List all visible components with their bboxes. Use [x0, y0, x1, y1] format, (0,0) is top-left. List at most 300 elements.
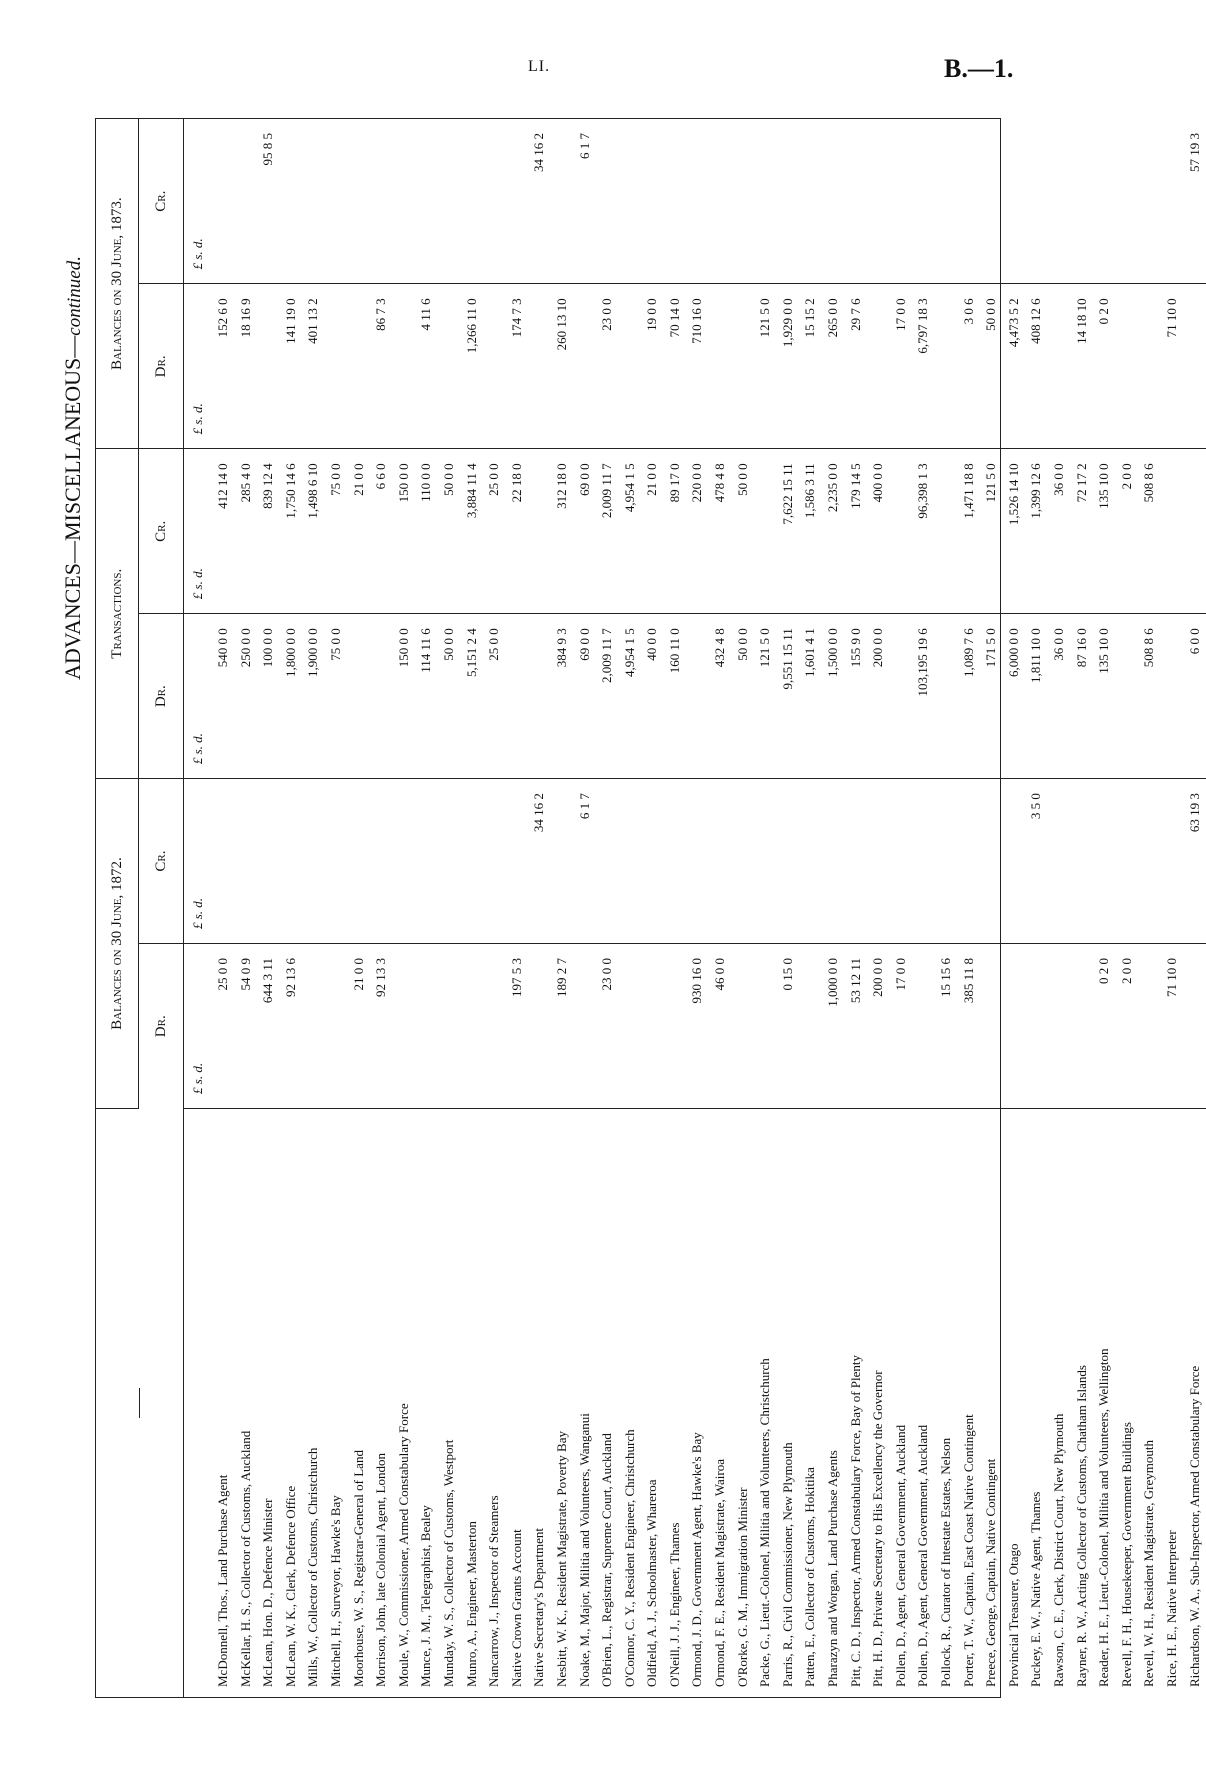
amount-b73cr: [754, 119, 777, 284]
table-row: [1071, 119, 1094, 1697]
amount-b73dr: [257, 284, 280, 449]
amount-b72dr: 54 0 9: [235, 944, 258, 1109]
amount-b73cr: [890, 119, 913, 284]
amount-trcr: 89 17 0: [664, 449, 687, 614]
amount-b73dr: [867, 284, 890, 449]
table-row: [1161, 119, 1184, 1697]
amount-trcr: [890, 449, 913, 614]
amount-trdr: 384 9 3: [551, 614, 574, 779]
amount-trdr: 1,500 0 0: [822, 614, 845, 779]
amount-trdr: 114 11 6: [415, 614, 438, 779]
amount-b73dr: [732, 284, 755, 449]
amount-b73cr: [777, 119, 800, 284]
amount-b73cr: [641, 119, 664, 284]
amount-b72cr: [709, 779, 732, 944]
amount-b73dr: 70 14 0: [664, 284, 687, 449]
amount-b72dr: 385 11 8: [958, 944, 981, 1109]
entry-name: Oldfield, A. J., Schoolmaster, Whareroa: [644, 1479, 660, 1687]
amount-b72cr: [415, 779, 438, 944]
amount-b73dr: 29 7 6: [845, 284, 868, 449]
table-row: [506, 119, 529, 1697]
amount-b72dr: [754, 944, 777, 1109]
amount-trcr: [1184, 449, 1206, 614]
amount-b72dr: 200 0 0: [867, 944, 890, 1109]
amount-b73dr: 710 16 0: [686, 284, 709, 449]
amount-trcr: 36 0 0: [1048, 449, 1071, 614]
amount-b73cr: 57 19 3: [1184, 119, 1206, 284]
amount-b73dr: 1,266 11 0: [461, 284, 484, 449]
amount-b72cr: [461, 779, 484, 944]
amount-trcr: 135 10 0: [1093, 449, 1116, 614]
table-row: [709, 119, 732, 1697]
amount-trcr: 1,471 18 8: [958, 449, 981, 614]
entry-name: Pollock, R., Curator of Intestate Estates, Nelson: [938, 1437, 953, 1687]
amount-b72cr: [1161, 779, 1184, 944]
amount-b72cr: [641, 779, 664, 944]
ledger-body: [212, 119, 1206, 1697]
amount-trcr: 22 18 0: [506, 449, 529, 614]
amount-b72dr: [732, 944, 755, 1109]
amount-b73cr: [1161, 119, 1184, 284]
amount-trcr: 75 0 0: [325, 449, 348, 614]
entry-name: Pollen, D., Agent, General Government, Auckland: [915, 1424, 931, 1687]
table-row: [867, 119, 890, 1697]
amount-trcr: 508 8 6: [1138, 449, 1161, 614]
amount-trdr: 36 0 0: [1048, 614, 1071, 779]
entry-name: Patten, E., Collector of Customs, Hokitika: [802, 1467, 818, 1687]
amount-b73dr: 260 13 10: [551, 284, 574, 449]
amount-b73dr: [438, 284, 461, 449]
amount-trdr: [1161, 614, 1184, 779]
units-b73-cr: £ s. d.: [184, 119, 213, 284]
table-row: [1048, 119, 1071, 1697]
entry-name: Puckey, E. W., Native Agent, Thames: [1028, 1491, 1044, 1687]
entry-name: Preece, George, Captain, Native Contingent: [983, 1458, 999, 1687]
amount-b72cr: [483, 779, 506, 944]
amount-trcr: 1,399 12 6: [1025, 449, 1048, 614]
amount-b72cr: 3 5 0: [1025, 779, 1048, 944]
amount-b73dr: [1116, 284, 1139, 449]
entry-name: Morrison, John, late Colonial Agent, London: [373, 1453, 389, 1687]
amount-trdr: 103,195 19 6: [912, 614, 935, 779]
amount-b72cr: [257, 779, 280, 944]
table-row: [393, 119, 416, 1697]
amount-b72dr: 0 2 0: [1093, 944, 1116, 1109]
amount-b73dr: 6,797 18 3: [912, 284, 935, 449]
table-row: [370, 119, 393, 1697]
amount-b72dr: 0 15 0: [777, 944, 800, 1109]
amount-b72dr: 53 12 11: [845, 944, 868, 1109]
amount-b72dr: [1184, 944, 1206, 1109]
amount-b73cr: [302, 119, 325, 284]
amount-b72cr: [551, 779, 574, 944]
amount-trdr: 50 0 0: [732, 614, 755, 779]
amount-trcr: 110 0 0: [415, 449, 438, 614]
amount-b72cr: [438, 779, 461, 944]
amount-b72dr: 92 13 3: [370, 944, 393, 1109]
amount-b73cr: [325, 119, 348, 284]
amount-trcr: 285 4 0: [235, 449, 258, 614]
amount-trdr: 4,954 1 5: [619, 614, 642, 779]
amount-trcr: 412 14 0: [212, 449, 235, 614]
amount-trdr: 75 0 0: [325, 614, 348, 779]
entry-name: Nancarrow, J., Inspector of Steamers: [486, 1495, 502, 1687]
amount-b72cr: [799, 779, 822, 944]
amount-trdr: 25 0 0: [483, 614, 506, 779]
amount-b72dr: [1138, 944, 1161, 1109]
amount-b73dr: 19 0 0: [641, 284, 664, 449]
amount-b73cr: [415, 119, 438, 284]
amount-b73cr: [212, 119, 235, 284]
amount-b72cr: 34 16 2: [528, 779, 551, 944]
units-tr-dr: £ s. d.: [184, 614, 213, 779]
amount-trcr: 4,954 1 5: [619, 449, 642, 614]
amount-trdr: 100 0 0: [257, 614, 280, 779]
entry-name: Reader, H. E., Lieut.-Colonel, Militia and Volunteers, Wellington: [1096, 1348, 1112, 1687]
table-row: [1003, 119, 1026, 1697]
amount-b72cr: [235, 779, 258, 944]
entry-name: O'Neill, J. J., Engineer, Thames: [666, 1522, 682, 1687]
amount-b73cr: 34 16 2: [528, 119, 551, 284]
amount-b72dr: [528, 944, 551, 1109]
amount-trcr: 6 6 0: [370, 449, 393, 614]
table-row: [235, 119, 258, 1697]
document-code: B.—1.: [944, 54, 1014, 83]
entry-name: Munday, W. S., Collector of Customs, Westport: [440, 1439, 456, 1687]
amount-b73cr: [1093, 119, 1116, 284]
amount-trdr: 1,800 0 0: [280, 614, 303, 779]
amount-b72dr: [1048, 944, 1071, 1109]
amount-b72cr: [506, 779, 529, 944]
entry-name: Ormond, J. D., Government Agent, Hawke's Bay: [689, 1432, 705, 1687]
amount-trdr: 135 10 0: [1093, 614, 1116, 779]
amount-b72cr: 6 1 7: [574, 779, 597, 944]
entry-name: Packe, G., Lieut.-Colonel, Militia and Volunteers, Christchurch: [757, 1358, 773, 1687]
table-row: [890, 119, 913, 1697]
amount-trcr: 220 0 0: [686, 449, 709, 614]
table-row: [935, 119, 958, 1697]
amount-trdr: 508 8 6: [1138, 614, 1161, 779]
amount-b72cr: [845, 779, 868, 944]
amount-trcr: 839 12 4: [257, 449, 280, 614]
amount-b72dr: 1,000 0 0: [822, 944, 845, 1109]
entry-name: Pitt, H. D., Private Secretary to His Excellency the Governor: [870, 1370, 886, 1687]
table-row: [822, 119, 845, 1697]
amount-b73dr: 3 0 6: [958, 284, 981, 449]
amount-b73dr: [528, 284, 551, 449]
amount-b72dr: 189 2 7: [551, 944, 574, 1109]
table-row: [302, 119, 325, 1697]
ledger-table-frame: [95, 118, 1202, 1698]
amount-b73cr: [1071, 119, 1094, 284]
amount-b72dr: 17 0 0: [890, 944, 913, 1109]
amount-b73cr: [551, 119, 574, 284]
amount-trdr: 121 5 0: [754, 614, 777, 779]
amount-trcr: 121 5 0: [980, 449, 1003, 614]
amount-b73cr: [393, 119, 416, 284]
amount-b72cr: [280, 779, 303, 944]
amount-trcr: 1,498 6 10: [302, 449, 325, 614]
amount-b73cr: [912, 119, 935, 284]
amount-trcr: 1,586 3 11: [799, 449, 822, 614]
amount-trdr: 200 0 0: [867, 614, 890, 779]
table-row: [325, 119, 348, 1697]
page-number: LI.: [528, 58, 551, 75]
amount-b73cr: [935, 119, 958, 284]
table-title-continued: continued.: [64, 256, 85, 336]
amount-b72cr: [912, 779, 935, 944]
amount-b72dr: [574, 944, 597, 1109]
header-group-row: [96, 119, 139, 1697]
amount-b72cr: [1048, 779, 1071, 944]
amount-trcr: 3,884 11 4: [461, 449, 484, 614]
table-row: [641, 119, 664, 1697]
amount-b72dr: 21 0 0: [348, 944, 371, 1109]
amount-b72cr: [393, 779, 416, 944]
amount-b73cr: [980, 119, 1003, 284]
entry-name: Porter, T. W., Captain, East Coast Native Contingent: [960, 1414, 976, 1687]
table-row: [732, 119, 755, 1697]
amount-b73dr: 14 18 10: [1071, 284, 1094, 449]
amount-trdr: [1116, 614, 1139, 779]
amount-b72dr: 930 16 0: [686, 944, 709, 1109]
amount-b72cr: [686, 779, 709, 944]
amount-trdr: 50 0 0: [438, 614, 461, 779]
amount-b73cr: [461, 119, 484, 284]
amount-b73dr: 17 0 0: [890, 284, 913, 449]
entry-name: Parris, R., Civil Commissioner, New Plymouth: [779, 1442, 795, 1687]
amount-b72cr: [370, 779, 393, 944]
amount-b72cr: [1093, 779, 1116, 944]
amount-trdr: [935, 614, 958, 779]
table-row: [1116, 119, 1139, 1697]
amount-b72cr: [1116, 779, 1139, 944]
amount-b73dr: [1138, 284, 1161, 449]
amount-b73cr: [348, 119, 371, 284]
amount-b72dr: [393, 944, 416, 1109]
amount-b73cr: [867, 119, 890, 284]
amount-b72cr: [619, 779, 642, 944]
amount-trcr: 50 0 0: [732, 449, 755, 614]
entry-name: Pollen, D., Agent, General Government, Auckland: [892, 1424, 908, 1687]
amount-b73dr: 152 6 0: [212, 284, 235, 449]
amount-trcr: 72 17 2: [1071, 449, 1094, 614]
units-b72-cr: £ s. d.: [184, 779, 213, 944]
amount-b73dr: [709, 284, 732, 449]
amount-b72dr: 46 0 0: [709, 944, 732, 1109]
amount-b72cr: [867, 779, 890, 944]
table-row: [551, 119, 574, 1697]
amount-trdr: [370, 614, 393, 779]
amount-b73cr: 95 8 5: [257, 119, 280, 284]
table-row: [664, 119, 687, 1697]
amount-trcr: 150 0 0: [393, 449, 416, 614]
amount-b73dr: [325, 284, 348, 449]
table-row: [415, 119, 438, 1697]
b73-dr-header: Dr.: [139, 284, 184, 449]
entry-name: Pitt, C. D., Inspector, Armed Constabulary Force, Bay of Plenty: [847, 1354, 863, 1687]
amount-b73dr: 401 13 2: [302, 284, 325, 449]
b72-cr-header: Cr.: [139, 779, 184, 944]
table-row: [799, 119, 822, 1697]
entry-name: Revell, W. H., Resident Magistrate, Greymouth: [1141, 1440, 1157, 1687]
amount-b72dr: 23 0 0: [596, 944, 619, 1109]
amount-b73cr: [1138, 119, 1161, 284]
amount-b73dr: 0 2 0: [1093, 284, 1116, 449]
tr-cr-header: Cr.: [139, 449, 184, 614]
amount-b72cr: [777, 779, 800, 944]
table-row: [348, 119, 371, 1697]
amount-trcr: 2,009 11 7: [596, 449, 619, 614]
amount-b73dr: [619, 284, 642, 449]
amount-b72cr: [935, 779, 958, 944]
amount-trdr: 2,009 11 7: [596, 614, 619, 779]
amount-b72cr: [822, 779, 845, 944]
amount-trcr: 21 0 0: [641, 449, 664, 614]
amount-b72cr: [754, 779, 777, 944]
entry-name: Moorhouse, W. S., Registrar-General of Land: [350, 1450, 366, 1687]
entry-name: Mitchell, H., Surveyor, Hawke's Bay: [327, 1495, 343, 1687]
amount-b72cr: [1003, 779, 1026, 944]
amount-b73cr: [799, 119, 822, 284]
entry-name: O'Connor, C. Y., Resident Engineer, Christchurch: [621, 1429, 637, 1687]
amount-trdr: 171 5 0: [980, 614, 1003, 779]
entry-name: McKellar, H. S., Collector of Customs, Auckland: [237, 1430, 253, 1687]
amount-b73cr: [1116, 119, 1139, 284]
amount-trdr: [506, 614, 529, 779]
amount-trcr: 69 0 0: [574, 449, 597, 614]
amount-b72cr: [890, 779, 913, 944]
amount-b73dr: 121 5 0: [754, 284, 777, 449]
amount-b73dr: 141 19 0: [280, 284, 303, 449]
ledger-table-rotated: [96, 119, 1202, 1697]
amount-trcr: 96,398 1 3: [912, 449, 935, 614]
amount-b73cr: [1048, 119, 1071, 284]
amount-trdr: [686, 614, 709, 779]
amount-b72dr: [1025, 944, 1048, 1109]
amount-b72cr: [980, 779, 1003, 944]
balances-1873-header: Balances on 30 June, 1873.: [96, 119, 139, 449]
amount-trcr: 2,235 0 0: [822, 449, 845, 614]
balances-1872-header: Balances on 30 June, 1872.: [96, 779, 139, 1109]
units-blank: [184, 1108, 213, 1697]
amount-trdr: 250 0 0: [235, 614, 258, 779]
table-row: [257, 119, 280, 1697]
amount-b73dr: [393, 284, 416, 449]
amount-b72dr: [438, 944, 461, 1109]
amount-trdr: 1,900 0 0: [302, 614, 325, 779]
entry-name: McDonnell, Thos., Land Purchase Agent: [215, 1474, 230, 1687]
transactions-header: Transactions.: [96, 449, 139, 779]
amount-b72dr: [799, 944, 822, 1109]
entry-name: Provincial Treasurer, Otago: [1005, 1543, 1021, 1687]
table-row: [528, 119, 551, 1697]
amount-b73cr: [370, 119, 393, 284]
amount-b72cr: [348, 779, 371, 944]
amount-b73cr: [483, 119, 506, 284]
table-row: [1184, 119, 1206, 1697]
amount-b72dr: [641, 944, 664, 1109]
amount-b72dr: [325, 944, 348, 1109]
amount-b72dr: [1071, 944, 1094, 1109]
table-row: [212, 119, 235, 1697]
ledger-table: [96, 119, 1206, 1697]
amount-b72dr: 644 3 11: [257, 944, 280, 1109]
amount-b73dr: 50 0 0: [980, 284, 1003, 449]
amount-trcr: 2 0 0: [1116, 449, 1139, 614]
table-row: [438, 119, 461, 1697]
entry-name: Pharazyn and Worgan, Land Purchase Agents: [825, 1450, 841, 1687]
table-row: [777, 119, 800, 1697]
table-title: [60, 256, 86, 680]
amount-trdr: [528, 614, 551, 779]
amount-trcr: [754, 449, 777, 614]
amount-trdr: 9,551 15 11: [777, 614, 800, 779]
table-row: [1138, 119, 1161, 1697]
amount-b72dr: [415, 944, 438, 1109]
amount-b73cr: 6 1 7: [574, 119, 597, 284]
amount-b73dr: [1048, 284, 1071, 449]
entry-name: McLean, Hon. D., Defence Minister: [260, 1498, 276, 1687]
amount-trcr: [528, 449, 551, 614]
table-row: [686, 119, 709, 1697]
table-row: [958, 119, 981, 1697]
name-header-dash: [139, 1388, 140, 1418]
amount-b73cr: [596, 119, 619, 284]
amount-b73dr: 23 0 0: [596, 284, 619, 449]
units-tr-cr: £ s. d.: [184, 449, 213, 614]
amount-b72dr: 71 10 0: [1161, 944, 1184, 1109]
amount-b72dr: 92 13 6: [280, 944, 303, 1109]
amount-b72dr: [980, 944, 1003, 1109]
amount-b73dr: 4 11 6: [415, 284, 438, 449]
amount-trcr: 50 0 0: [438, 449, 461, 614]
table-row: [596, 119, 619, 1697]
amount-b72cr: [212, 779, 235, 944]
amount-trdr: 160 11 0: [664, 614, 687, 779]
amount-b73cr: [958, 119, 981, 284]
amount-trdr: 1,089 7 6: [958, 614, 981, 779]
amount-trcr: [935, 449, 958, 614]
amount-b72dr: [483, 944, 506, 1109]
amount-trdr: 155 9 0: [845, 614, 868, 779]
amount-b73cr: [438, 119, 461, 284]
amount-trdr: 6,000 0 0: [1003, 614, 1026, 779]
amount-trdr: 540 0 0: [212, 614, 235, 779]
units-b73-dr: £ s. d.: [184, 284, 213, 449]
amount-b73cr: [1003, 119, 1026, 284]
amount-b73dr: 265 0 0: [822, 284, 845, 449]
entry-name: Rayner, R. W., Acting Collector of Customs, Chatham Islands: [1073, 1365, 1089, 1687]
entry-name: Ormond, F. E., Resident Magistrate, Wairoa: [712, 1458, 728, 1687]
amount-b72dr: [461, 944, 484, 1109]
table-row: [280, 119, 303, 1697]
amount-b72dr: 197 5 3: [506, 944, 529, 1109]
amount-b72cr: [732, 779, 755, 944]
entry-name: Noake, M., Major, Militia and Volunteers, Wanganui: [576, 1413, 592, 1687]
amount-trdr: 1,811 10 0: [1025, 614, 1048, 779]
amount-b72dr: [1003, 944, 1026, 1109]
table-row: [574, 119, 597, 1697]
amount-trcr: 21 0 0: [348, 449, 371, 614]
name-column-header: [96, 1108, 184, 1697]
amount-b72cr: [958, 779, 981, 944]
amount-b72dr: [664, 944, 687, 1109]
amount-b72dr: 2 0 0: [1116, 944, 1139, 1109]
amount-b72cr: [1138, 779, 1161, 944]
table-row: [1025, 119, 1048, 1697]
table-row: [483, 119, 506, 1697]
